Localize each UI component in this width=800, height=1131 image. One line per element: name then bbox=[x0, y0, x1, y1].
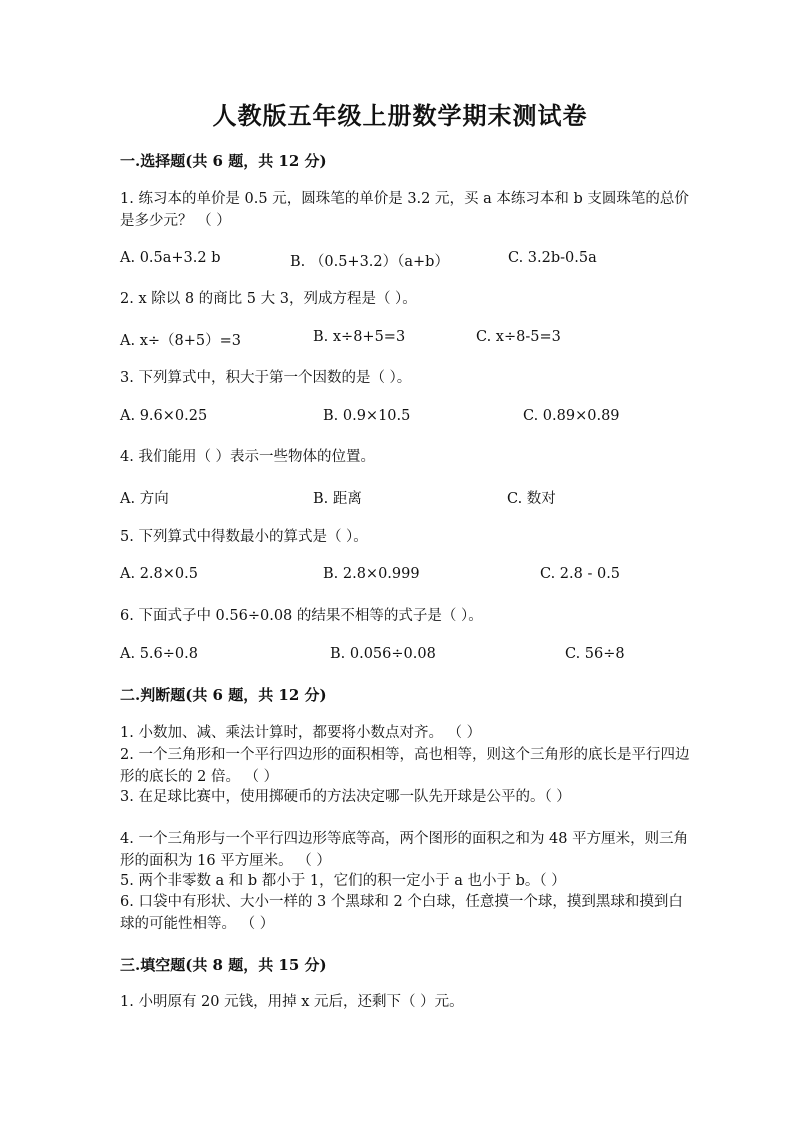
choice-option: C. 数对 bbox=[507, 491, 556, 507]
choice-option: A. 方向 bbox=[120, 491, 169, 507]
choice-question-2: 2. x 除以 8 的商比 5 大 3，列成方程是（ ）。 bbox=[120, 291, 417, 307]
choice-option: B. （0.5+3.2）（a+b） bbox=[290, 254, 449, 270]
choice-option: C. 3.2b-0.5a bbox=[508, 250, 597, 266]
judgement-item-4: 4. 一个三角形与一个平行四边形等底等高，两个图形的面积之和为 48 平方厘米，则三角形的面积为 16 平方厘米。 （ ） bbox=[120, 831, 689, 869]
choice-question-5: 5. 下列算式中得数最小的算式是（ ）。 bbox=[120, 529, 368, 545]
choice-question-1: 1. 练习本的单价是 0.5 元，圆珠笔的单价是 3.2 元，买 a 本练习本和 b 支圆珠笔的总价是多少元？ （ ） bbox=[120, 191, 689, 229]
judgement-item-1: 1. 小数加、减、乘法计算时，都要将小数点对齐。 （ ） bbox=[120, 725, 482, 741]
section-heading-judgement: 二.判断题(共 6 题，共 12 分) bbox=[120, 686, 327, 704]
choice-option: A. x÷（8+5）=3 bbox=[120, 333, 241, 349]
judgement-item-2: 2. 一个三角形和一个平行四边形的面积相等，高也相等，则这个三角形的底长是平行四边形的底长的 2 倍。 （ ） bbox=[120, 747, 690, 785]
choice-option: B. 0.9×10.5 bbox=[323, 408, 411, 424]
section-heading-fill: 三.填空题(共 8 题，共 15 分) bbox=[120, 956, 327, 974]
choice-question-3: 3. 下列算式中，积大于第一个因数的是（ ）。 bbox=[120, 370, 412, 386]
choice-question-6: 6. 下面式子中 0.56÷0.08 的结果不相等的式子是（ ）。 bbox=[120, 608, 483, 624]
page-title: 人教版五年级上册数学期末测试卷 bbox=[212, 101, 588, 130]
choice-option: A. 5.6÷0.8 bbox=[120, 646, 198, 662]
fill-item-1: 1. 小明原有 20 元钱，用掉 x 元后，还剩下（ ）元。 bbox=[120, 994, 464, 1010]
choice-option: C. x÷8-5=3 bbox=[476, 329, 561, 345]
judgement-item-6: 6. 口袋中有形状、大小一样的 3 个黑球和 2 个白球，任意摸一个球，摸到黑球和摸到白球的可能性相等。 （ ） bbox=[120, 894, 683, 932]
judgement-item-5: 5. 两个非零数 a 和 b 都小于 1，它们的积一定小于 a 也小于 b。（ ） bbox=[120, 873, 566, 889]
choice-option: B. 2.8×0.999 bbox=[323, 566, 420, 582]
choice-option: A. 0.5a+3.2 b bbox=[120, 250, 221, 266]
choice-option: C. 0.89×0.89 bbox=[523, 408, 620, 424]
choice-question-4: 4. 我们能用（ ）表示一些物体的位置。 bbox=[120, 449, 376, 465]
choice-option: C. 2.8 - 0.5 bbox=[540, 566, 621, 582]
choice-option: B. 0.056÷0.08 bbox=[330, 646, 436, 662]
choice-option: A. 2.8×0.5 bbox=[120, 566, 198, 582]
choice-option: B. 距离 bbox=[313, 491, 362, 507]
choice-option: C. 56÷8 bbox=[565, 646, 625, 662]
judgement-item-3: 3. 在足球比赛中，使用掷硬币的方法决定哪一队先开球是公平的。（ ） bbox=[120, 789, 571, 805]
choice-option: A. 9.6×0.25 bbox=[120, 408, 208, 424]
section-heading-choice: 一.选择题(共 6 题，共 12 分) bbox=[120, 152, 327, 170]
choice-option: B. x÷8+5=3 bbox=[313, 329, 406, 345]
